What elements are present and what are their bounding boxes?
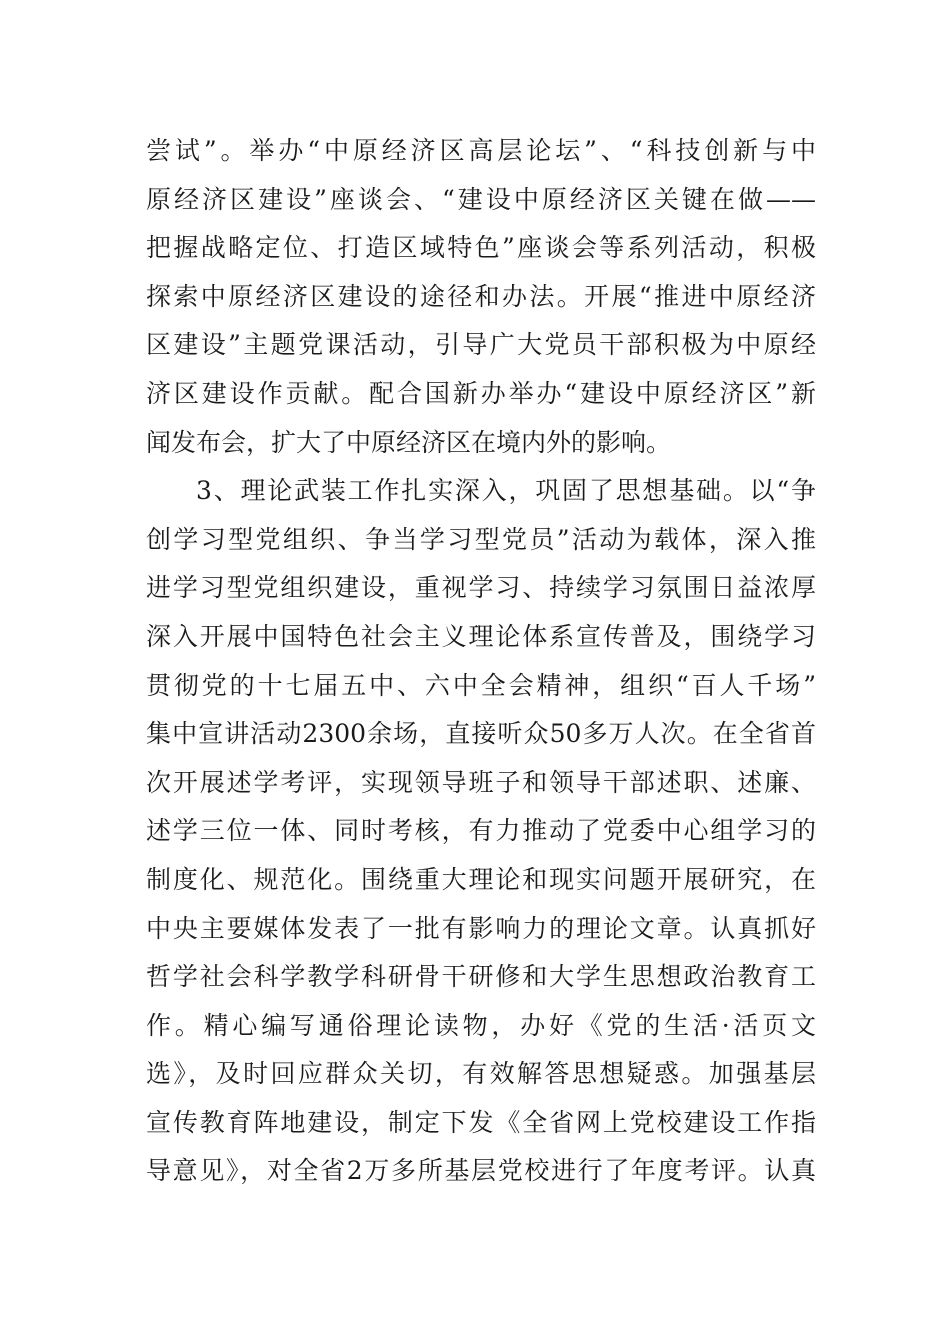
- text-line: 区建设”主题党课活动，引导广大党员干部积极为中原经: [146, 330, 816, 360]
- text-line: 深入开展中国特色社会主义理论体系宣传普及，围绕学习: [146, 621, 816, 651]
- paragraph-1: [146, 127, 816, 467]
- text-line: 闻发布会，扩大了中原经济区在境内外的影响。: [146, 427, 672, 457]
- text-line: 制度化、规范化。围绕重大理论和现实问题开展研究，在: [146, 864, 816, 894]
- text-line: 贯彻党的十七届五中、六中全会精神，组织“百人千场”: [146, 670, 816, 700]
- text-line: 创学习型党组织、争当学习型党员”活动为载体，深入推: [146, 524, 816, 554]
- text-line: 选》，及时回应群众关切，有效解答思想疑惑。加强基层: [146, 1059, 816, 1089]
- text-line: 尝试”。举办“中原经济区高层论坛”、“科技创新与中: [146, 136, 816, 165]
- text-line: 次开展述学考评，实现领导班子和领导干部述职、述廉、: [146, 767, 816, 797]
- body-text: [146, 127, 816, 1196]
- text-line: 中央主要媒体发表了一批有影响力的理论文章。认真抓好: [146, 913, 816, 943]
- text-line: 述学三位一体、同时考核，有力推动了党委中心组学习的: [146, 816, 816, 846]
- text-line: 哲学社会科学教学科研骨干研修和大学生思想政治教育工: [146, 962, 816, 992]
- text-line: 把握战略定位、打造区域特色”座谈会等系列活动，积极: [146, 233, 816, 263]
- text-line: 探索中原经济区建设的途径和办法。开展“推进中原经济: [146, 281, 816, 311]
- text-line: 集中宣讲活动2300余场，直接听众50多万人次。在全省首: [146, 719, 816, 749]
- text-line: 宣传教育阵地建设，制定下发《全省网上党校建设工作指: [146, 1107, 816, 1137]
- text-line: 原经济区建设”座谈会、“建设中原经济区关键在做——: [146, 184, 816, 214]
- paragraph-2: [146, 467, 816, 1196]
- text-line: 导意见》，对全省2万多所基层党校进行了年度考评。认真: [146, 1156, 816, 1186]
- text-line: 进学习型党组织建设，重视学习、持续学习氛围日益浓厚: [146, 573, 816, 603]
- text-line: 3、理论武装工作扎实深入，巩固了思想基础。以“争: [196, 476, 816, 506]
- text-line: 济区建设作贡献。配合国新办举办“建设中原经济区”新: [146, 378, 816, 408]
- text-line: 作。精心编写通俗理论读物，办好《党的生活·活页文: [146, 1010, 816, 1040]
